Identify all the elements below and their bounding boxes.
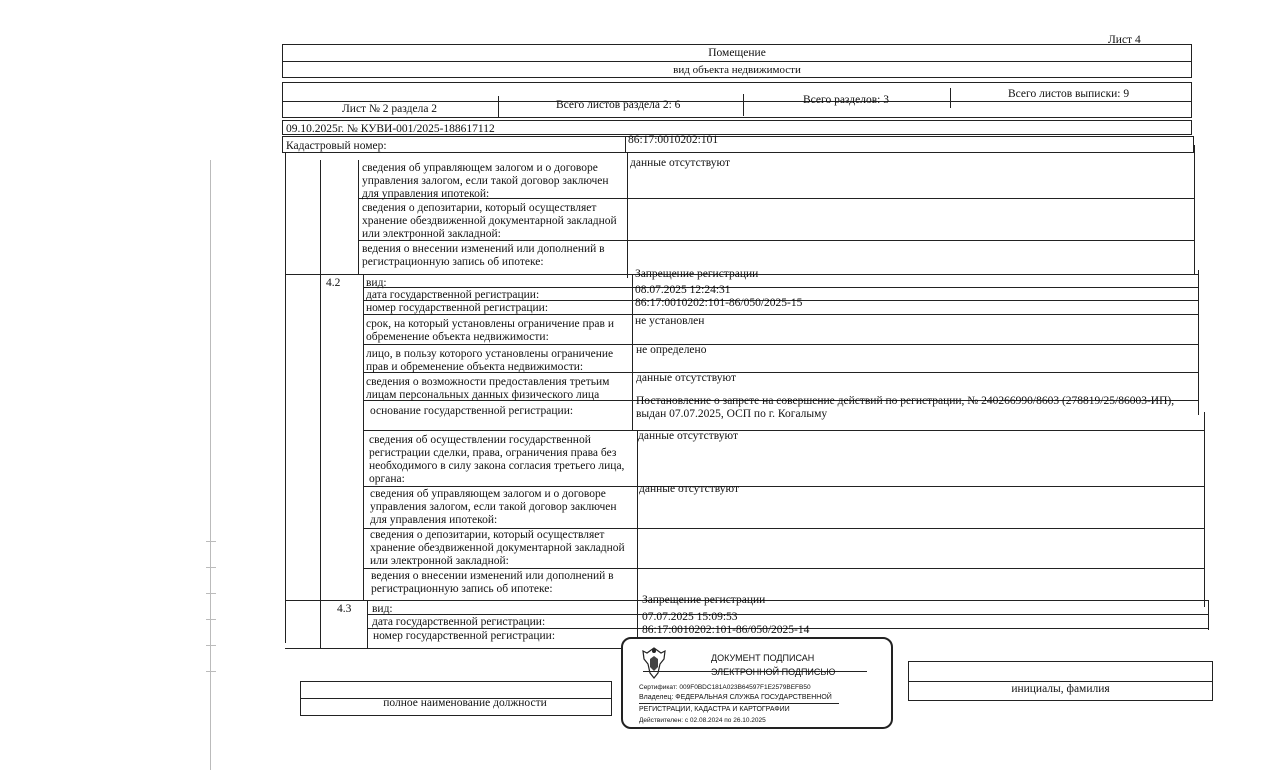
block-42-date-label: дата государственной регистрации: — [366, 289, 540, 301]
stamp-owner-1: Владелец: ФЕДЕРАЛЬНАЯ СЛУЖБА ГОСУДАРСТВЕННОЙ — [639, 694, 832, 701]
sheet-section: Лист № 2 раздела 2 — [342, 103, 438, 115]
top-pledge-manager-label: сведения об управляющем залогом и о договоре управления залогом, если такой договор заключен для управления ипотекой: — [362, 162, 609, 200]
stamp-line2: ЭЛЕКТРОННОЙ ПОДПИСЬЮ — [711, 667, 836, 677]
margin-mark — [206, 593, 216, 594]
row-line — [908, 681, 1213, 682]
block-42-date-value: 08.07.2025 12:24:31 — [635, 284, 731, 296]
margin-mark — [206, 567, 216, 568]
table-label-border-b — [363, 275, 364, 600]
block-42-number: 4.2 — [326, 277, 341, 289]
top-depository-label: сведения о депозитарии, который осуществляет хранение обездвиженной документарной закладной или электронной закладной: — [362, 202, 617, 240]
margin-mark — [206, 619, 216, 620]
block-42-pledge-manager-label: сведения об управляющем залогом и о договоре управления залогом, если такой договор заключен для управления ипотекой: — [370, 488, 617, 526]
row-line — [367, 614, 1208, 615]
block-42-personal-data-label: сведения о возможности предоставления третьим лицам персональных данных физического лица — [366, 376, 610, 401]
sheet-label: Лист 4 — [1108, 34, 1141, 46]
total-sections: Всего разделов: 3 — [803, 94, 889, 106]
block-42-term-value: не установлен — [635, 315, 705, 327]
block-42-consent-value: данные отсутствуют — [638, 430, 738, 442]
block-42-regnum-label: номер государственной регистрации: — [366, 302, 549, 314]
divider — [625, 136, 626, 153]
table-value-border-c — [637, 430, 638, 648]
table-right-border-b — [1198, 270, 1199, 415]
stamp-valid: Действителен: с 02.08.2024 по 26.10.2025 — [639, 717, 766, 724]
table-right-border-d — [1208, 600, 1209, 630]
table-label-border-a — [358, 160, 359, 275]
row-line — [363, 287, 1198, 288]
block-42-beneficiary-label: лицо, в пользу которого установлены ограничение прав и обременение объекта недвижимости: — [366, 348, 614, 373]
block-42-depository-label: сведения о депозитарии, который осуществляет хранение обездвиженной документарной закладной или электронной закладной: — [370, 529, 625, 567]
margin-line — [210, 160, 211, 770]
row-line — [363, 430, 1204, 431]
row-line — [285, 648, 637, 649]
margin-mark — [206, 645, 216, 646]
block-43-regnum-label: номер государственной регистрации: — [373, 630, 556, 642]
block-42-pledge-manager-value: данные отсутствуют — [639, 483, 739, 495]
block-43-type-label: вид: — [372, 603, 393, 615]
table-left-border — [285, 153, 286, 643]
total-sheets-extract: Всего листов выписки: 9 — [1008, 88, 1130, 100]
cadastral-label: Кадастровый номер: — [286, 140, 387, 152]
block-42-type-value: Запрещение регистрации — [635, 268, 759, 280]
table-label-border-c — [367, 600, 368, 648]
object-kind-label: вид объекта недвижимости — [673, 64, 801, 76]
table-value-border-a — [627, 153, 628, 278]
block-42-beneficiary-value: не определено — [636, 344, 707, 356]
block-43-regnum-value: 86:17:0010202:101-86/050/2025-14 — [642, 624, 810, 636]
table-num-border — [320, 160, 321, 648]
stamp-certificate: Сертификат: 009F0BDC181A023B64597F1E2579BEFB50 — [639, 684, 811, 691]
block-42-type-label: вид: — [366, 277, 387, 289]
total-sheets-section: Всего листов раздела 2: 6 — [556, 99, 681, 111]
table-right-border-a — [1194, 145, 1195, 275]
block-42-basis-value: Постановление о запрете на совершение действий по регистрации, № 240266990/8603 (278819/25/86003-ИП), выдан 07.07.2025, ОСП по г. Когалыму — [636, 395, 1175, 420]
block-43-number: 4.3 — [337, 603, 352, 615]
margin-mark — [206, 541, 216, 542]
block-42-term-label: срок, на который установлены ограничение прав и обременение объекта недвижимости: — [366, 318, 614, 343]
doc-number: 09.10.2025г. № КУВИ-001/2025-188617112 — [286, 123, 495, 135]
row-line — [363, 486, 1204, 487]
top-changes-label: ведения о внесении изменений или дополнений в регистрационную запись об ипотеке: — [362, 243, 605, 268]
block-42-changes-label: ведения о внесении изменений или дополнений в регистрационную запись об ипотеке: — [371, 570, 614, 595]
block-43-date-value: 07.07.2025 15:09:53 — [642, 611, 738, 623]
signature-stamp — [621, 637, 893, 729]
block-42-regnum-value: 86:17:0010202:101-86/050/2025-15 — [635, 297, 803, 309]
block-42-personal-data-value: данные отсутствуют — [636, 372, 736, 384]
object-type: Помещение — [708, 47, 766, 59]
position-label: полное наименование должности — [383, 697, 547, 709]
block-43-date-label: дата государственной регистрации: — [372, 616, 546, 628]
initials-label: инициалы, фамилия — [1011, 683, 1110, 695]
divider — [282, 61, 1192, 62]
block-42-basis-label: основание государственной регистрации: — [370, 405, 574, 417]
row-line — [363, 568, 1204, 569]
row-line — [363, 344, 1198, 345]
cadastral-row — [282, 136, 1194, 153]
emblem-icon — [639, 645, 669, 681]
top-pledge-manager-value: данные отсутствуют — [630, 157, 730, 169]
cadastral-value: 86:17:0010202:101 — [628, 134, 719, 146]
stamp-owner-2: РЕГИСТРАЦИИ, КАДАСТРА И КАРТОГРАФИИ — [639, 706, 790, 713]
block-43-type-value: Запрещение регистрации — [642, 594, 766, 606]
stamp-divider — [639, 703, 839, 704]
margin-mark — [206, 671, 216, 672]
stamp-line1: ДОКУМЕНТ ПОДПИСАН — [711, 653, 815, 663]
block-42-consent-label: сведения об осуществлении государственной регистрации сделки, права, ограничения права без необходимого в силу закона согласия третьего лица, органа: — [369, 434, 625, 485]
table-right-border-c — [1204, 412, 1205, 607]
